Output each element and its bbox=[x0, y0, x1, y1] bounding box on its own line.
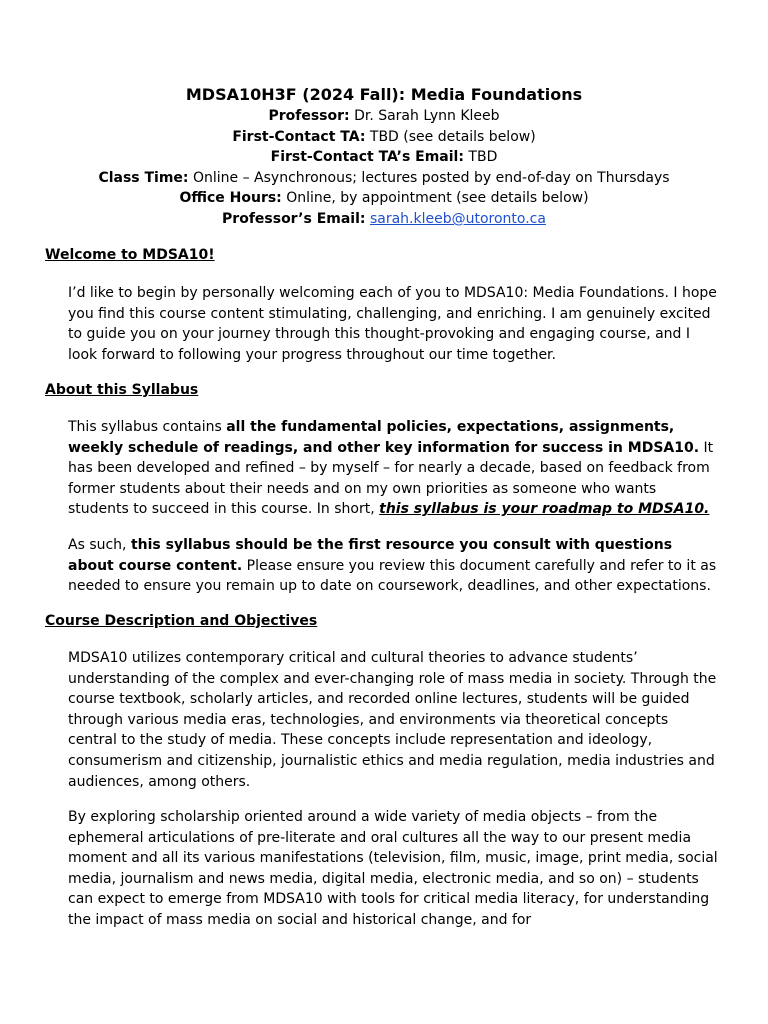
ta-label: First-Contact TA: bbox=[232, 128, 366, 145]
welcome-heading: Welcome to MDSA10! bbox=[45, 247, 215, 263]
about-paragraph-2 bbox=[68, 535, 718, 597]
about-p1-text-a: This syllabus contains bbox=[68, 419, 227, 435]
office-hours-line bbox=[0, 188, 768, 209]
professor-email-link[interactable]: sarah.kleeb@utoronto.ca bbox=[369, 210, 546, 227]
ta-email-line bbox=[0, 147, 768, 168]
professor-value: Dr. Sarah Lynn Kleeb bbox=[354, 108, 500, 124]
class-time-line bbox=[0, 168, 768, 189]
professor-email-line bbox=[0, 209, 768, 230]
professor-label: Professor: bbox=[268, 108, 350, 124]
class-time-label: Class Time: bbox=[98, 169, 189, 186]
class-time-value: Online – Asynchronous; lectures posted by end-of-day on Thursdays bbox=[192, 169, 670, 186]
about-p1-text-c: It has been developed and refined – by myself – for nearly a decade, based on feedback from former students about their needs and on my own priorities as someone who wants students to succeed in this course. In short, bbox=[68, 439, 714, 518]
professor-line bbox=[0, 106, 768, 127]
ta-email-value: TBD bbox=[468, 149, 498, 166]
about-p1-bold: all the fundamental policies, expectations, assignments, weekly schedule of readings, and other key information for success in MDSA10. bbox=[68, 419, 700, 456]
about-p2-text-c: Please ensure you review this document carefully and refer to it as needed to ensure you remain up to date on coursework, deadlines, and other expectations. bbox=[68, 557, 717, 595]
ta-email-label: First-Contact TA’s Email: bbox=[270, 149, 464, 166]
office-hours-label: Office Hours: bbox=[179, 190, 282, 207]
description-heading: Course Description and Objectives bbox=[45, 613, 318, 629]
welcome-paragraph: I’d like to begin by personally welcoming each of you to MDSA10: Media Foundations. I hope you find this course content stimulating, challenging, and enriching. I am genuinely excited to guide you on your journey through this thought-provoking and engaging course, and I look forward to following your progress throughout our time together. bbox=[68, 285, 717, 363]
description-paragraph-2: By exploring scholarship oriented around a wide variety of media objects – from the ephemeral articulations of pre-literate and oral cultures all the way to our present media moment and all its various manifestations (television, film, music, image, print media, social media, journalism and news media, digital media, electronic media, and so on) – students can expect to emerge from MDSA10 with tools for critical media literacy, for understanding the impact of mass media on social and historical change, and for bbox=[68, 809, 718, 928]
course-header bbox=[0, 84, 768, 230]
about-p1-roadmap: this syllabus is your roadmap to MDSA10. bbox=[379, 501, 710, 518]
about-heading: About this Syllabus bbox=[45, 382, 199, 398]
about-paragraph-1 bbox=[68, 417, 718, 520]
course-title: MDSA10H3F (2024 Fall): Media Foundations bbox=[185, 85, 583, 104]
description-paragraph-1: MDSA10 utilizes contemporary critical and cultural theories to advance students’ understanding of the complex and ever-changing role of mass media in society. Through the course textbook, scholarly articles, and recorded online lectures, students will be guided through various media eras, technologies, and environments via theoretical concepts central to the study of media. These concepts include representation and ideology, consumerism and citizenship, journalistic ethics and media regulation, media industries and audiences, among others. bbox=[68, 650, 717, 790]
about-p2-text-a: As such, bbox=[68, 537, 131, 553]
office-hours-value: Online, by appointment (see details below) bbox=[286, 190, 589, 207]
about-p2-bold: this syllabus should be the first resource you consult with questions about course content. bbox=[68, 537, 673, 574]
ta-value: TBD (see details below) bbox=[369, 128, 536, 145]
professor-email-label: Professor’s Email: bbox=[222, 210, 366, 227]
ta-line bbox=[0, 127, 768, 148]
